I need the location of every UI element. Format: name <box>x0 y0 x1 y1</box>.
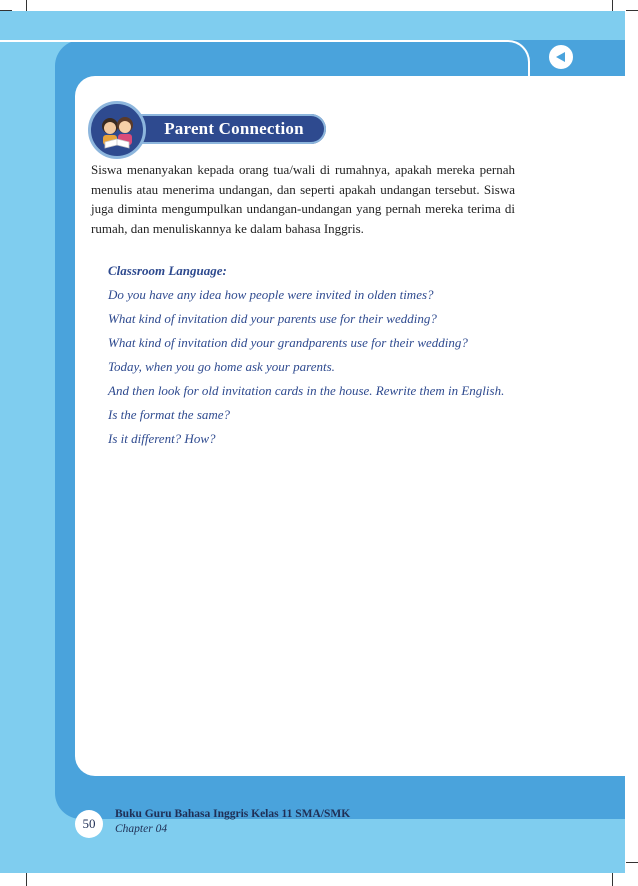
classroom-language <box>108 262 528 454</box>
classroom-language-title: Classroom Language: <box>108 263 227 278</box>
classroom-language-line: Today, when you go home ask your parents. <box>108 359 335 374</box>
classroom-language-line: What kind of invitation did your grandparents use for their wedding? <box>108 335 468 350</box>
back-button[interactable] <box>546 42 576 72</box>
classroom-language-line: Do you have any idea how people were invited in olden times? <box>108 287 434 302</box>
chapter-label: Chapter 04 <box>115 823 168 835</box>
classroom-language-line: Is it different? How? <box>108 431 216 446</box>
section-heading <box>128 114 326 144</box>
crop-mark <box>26 872 27 886</box>
triangle-left-icon <box>554 50 568 64</box>
crop-mark <box>626 862 638 863</box>
top-rule <box>0 40 508 42</box>
children-reading-icon <box>88 101 146 159</box>
section-heading-title: Parent Connection <box>164 119 304 138</box>
book-title: Buku Guru Bahasa Inggris Kelas 11 SMA/SMK <box>115 808 351 820</box>
classroom-language-line: What kind of invitation did your parents use for their wedding? <box>108 311 437 326</box>
page-number: 50 <box>75 810 103 838</box>
classroom-language-line: And then look for old invitation cards in the house. Rewrite them in English. <box>108 383 505 398</box>
crop-mark <box>612 872 613 886</box>
classroom-language-line: Is the format the same? <box>108 407 231 422</box>
crop-mark <box>626 10 638 11</box>
intro-paragraph: Siswa menanyakan kepada orang tua/wali di rumahnya, apakah mereka pernah menulis atau menerima undangan, dan seperti apakah undangan tersebut. Siswa juga diminta mengumpulkan undangan-undangan yang pernah mereka terima di rumah, dan menuliskannya ke dalam bahasa Inggris. <box>91 162 515 236</box>
